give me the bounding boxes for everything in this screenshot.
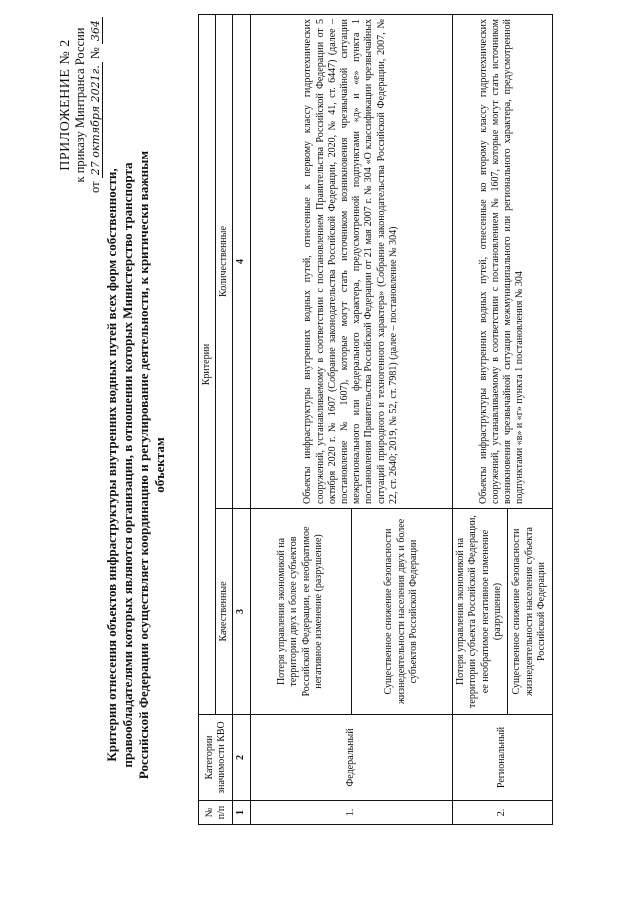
title-line: правообладателями которых являются организации, в отношении которых Министерство транспорта: [120, 162, 135, 768]
row-category: Федеральный: [250, 715, 452, 801]
appendix-block: [58, 5, 103, 205]
header-subrow: [216, 14, 233, 824]
qualitative-criterion: Потеря управления экономикой на территории субъекта Российской Федерации, ее необратимое негативное изменение (разрушение): [452, 509, 507, 715]
document-title: [104, 85, 168, 845]
header-criteria: Критерии: [199, 14, 216, 714]
appendix-title: ПРИЛОЖЕНИЕ № 2: [58, 39, 73, 171]
number-prefix: №: [88, 47, 102, 60]
qualitative-criterion: Существенное снижение безопасности жизнедеятельности населения субъекта Российской Федерации: [507, 509, 552, 715]
table-row: [250, 14, 351, 824]
appendix-date-line: [88, 5, 103, 205]
row-category: Региональный: [452, 715, 552, 801]
qualitative-criterion: Потеря управления экономикой на территории двух и более субъектов Российской Федерации, ее необратимое негативное изменение (разрушение): [250, 509, 351, 715]
quantitative-criterion: Объекты инфраструктуры внутренних водных путей, отнесенные к первому классу гидротехнических сооружений, устанавливаемому в соответствии с постановлением Правительства Российской Федерации от 5 октября 2020 г. № 1607 (Собрание законодательства Российской Федерации, 2020, № 41, ст. 6447) (далее – постановление № 1607), которые могут стать источником возникновения чрезвычайной ситуации межрегионального или федерального характера, предусмотренной подпунктами «д» и «е» пункта 1 постановления Правительства Российской Федерации от 21 мая 2007 г. № 304 «О классификации чрезвычайных ситуаций природного и техногенного характера» (Собрание законодательства Российской Федерации, 2007, № 22, ст. 2640; 2019, № 52, ст. 7981) (далее – постановление № 304): [250, 14, 452, 508]
table-row: [452, 14, 507, 824]
title-line: Российской Федерации осуществляет координацию и регулирование деятельности, к критически важным: [136, 150, 151, 780]
handwritten-date: 27 октября 2021г.: [90, 62, 103, 178]
header-row: [199, 14, 216, 824]
col-number: 3: [233, 509, 250, 715]
col-number: 4: [233, 14, 250, 508]
date-prefix: от: [88, 181, 102, 193]
col-number: 1: [233, 801, 250, 825]
quantitative-criterion: Объекты инфраструктуры внутренних водных путей, отнесенные ко второму классу гидротехнических сооружений, устанавливаемому в соответствии с постановлением № 1607, которые могут стать источником возникновения чрезвычайной ситуации межмуниципального или регионального характера, предусмотренной подпунктами «в» и «г» пункта 1 постановления № 304: [452, 14, 552, 508]
column-number-row: [233, 14, 250, 824]
title-line: объектам: [152, 437, 167, 493]
header-quantitative: Количественные: [216, 14, 233, 508]
handwritten-number: 364: [90, 17, 103, 44]
qualitative-criterion: Существенное снижение безопасности жизнедеятельности населения двух и более субъектов Российской Федерации: [351, 509, 452, 715]
header-category: Категории значимости КВО: [199, 715, 233, 801]
row-number: 2.: [452, 801, 552, 825]
col-number: 2: [233, 715, 250, 801]
header-num: № п/п: [199, 801, 233, 825]
header-qualitative: Качественные: [216, 509, 233, 715]
criteria-table: [198, 14, 553, 825]
title-line: Критерии отнесения объектов инфраструктуры внутренних водных путей всех форм собственности,: [104, 168, 119, 762]
appendix-order-line: к приказу Минтранса России: [73, 27, 87, 183]
row-number: 1.: [250, 801, 452, 825]
